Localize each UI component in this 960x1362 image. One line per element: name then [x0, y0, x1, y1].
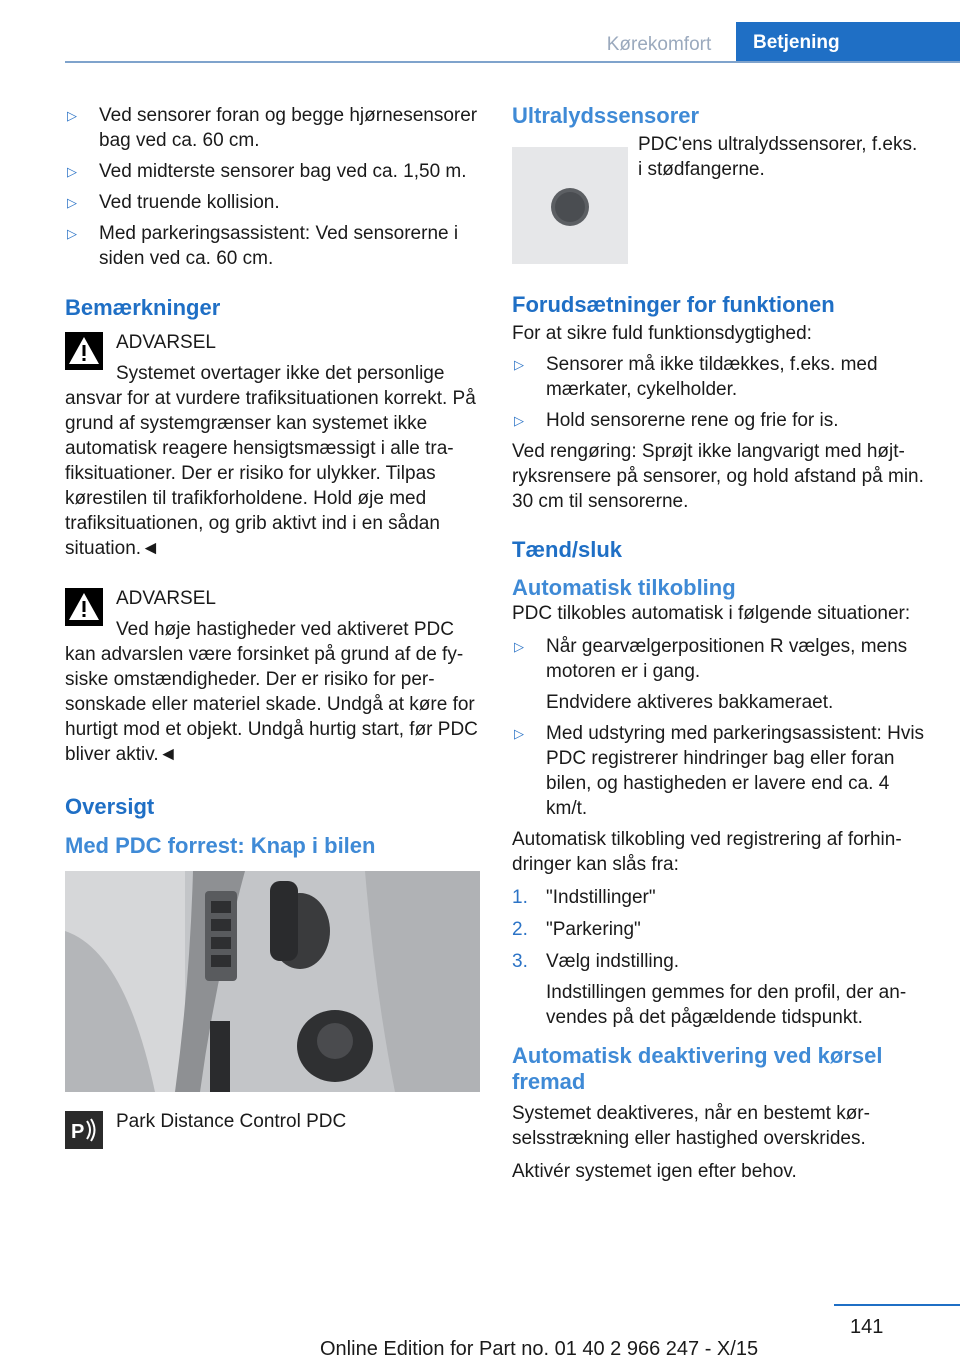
step-item: 1. "Indstillinger" [512, 887, 656, 908]
sensor-caption: PDC'ens ultralydssensorer, f.eks. i stødfangerne. [638, 134, 918, 180]
park-distance-control-icon [65, 1111, 103, 1149]
left-column [65, 103, 480, 1143]
warning-icon [65, 332, 103, 370]
warning-text-first-line: Systemet overtager ikke det personlige [116, 363, 445, 384]
warning-title: ADVARSEL [116, 332, 216, 353]
heading-auto-on: Automatisk tilkobling [512, 575, 736, 600]
pdc-button-caption: Park Distance Control PDC [116, 1111, 347, 1132]
warning-icon [65, 588, 103, 626]
sensor-image [512, 147, 628, 264]
right-column [512, 103, 930, 1184]
heading-auto-off: Automatisk deaktivering ved kørsel fremad [512, 1043, 883, 1094]
tab-koerekomfort[interactable]: Kørekomfort [606, 34, 712, 55]
warning-text-first-line: Ved høje hastigheder ved aktiveret PDC [116, 619, 454, 640]
step-item: 3. Vælg indstilling. [512, 951, 680, 972]
list-item: ▷ Ved truende kollision. [65, 190, 480, 215]
prereq-intro: For at sikre fuld funktionsdygtighed: [512, 323, 812, 344]
auto-on-disable-text: Automatisk tilkobling ved registrering af forhindringer kan slås fra: [512, 829, 902, 875]
cleaning-text: Ved rengøring: Sprøjt ikke langvarigt med højtryksrensere på sensorer, og hold afstand på min. 30 cm til sensorerne. [512, 441, 924, 512]
list-item: ▷ Ved midterste sensorer bag ved ca. 1,50 m. [65, 159, 480, 184]
footer-rule [834, 1304, 960, 1306]
auto-off-reactivate: Aktivér systemet igen efter behov. [512, 1161, 797, 1182]
edition-footer: Online Edition for Part no. 01 40 2 966 247 - X/15 [320, 1338, 759, 1360]
warning-title: ADVARSEL [116, 588, 216, 609]
list-item: ▷ Med parkeringsassistent: Ved sensorerne i siden ved ca. 60 cm. [65, 221, 480, 271]
warning-block-2 [65, 586, 480, 767]
svg-text:P: P [71, 1121, 85, 1143]
list-item: ▷ Når gearvælgerpositionen R vælges, mens motoren er i gang. [512, 634, 930, 684]
heading-prerequisites: Forudsætninger for funktionen [512, 292, 835, 317]
pdc-button-legend [65, 1109, 480, 1143]
header-divider [65, 61, 960, 63]
step-item: 2. "Parkering" [512, 919, 641, 940]
tab-betjening[interactable]: Betjening [736, 22, 960, 63]
list-item-extra: Endvidere aktiveres bakkameraet. [546, 692, 834, 713]
heading-overview: Oversigt [65, 794, 155, 819]
page-number: 141 [850, 1316, 884, 1338]
step-extra: Indstillingen gemmes for den profil, der anvendes på det pågældende tidspunkt. [546, 982, 907, 1028]
list-item: ▷ Ved sensorer foran og begge hjørnesensorer bag ved ca. 60 cm. [65, 103, 480, 153]
heading-on-off: Tænd/sluk [512, 537, 623, 562]
heading-remarks: Bemærkninger [65, 295, 221, 320]
heading-ultrasonic-sensors: Ultralydssensorer [512, 103, 700, 128]
sensor-figure [512, 132, 930, 278]
warning-block-1 [65, 330, 480, 561]
list-item: ▷ Med udstyring med parkeringsassistent: Hvis PDC registrerer hindringer bag eller foran bilen, og hastigheden er lavere end ca. 4 km/t. [512, 721, 930, 821]
warning-text: kan advarslen være forsinket på grund af de fysiske omstændigheder. Der er risiko for personskade eller materiel skade. Undgå at køre for hurtigt mod et objekt. Undgå hurtig start, før PDC bliver aktiv.◄ [65, 644, 478, 765]
list-item: ▷ Hold sensorerne rene og frie for is. [512, 408, 930, 433]
auto-on-intro: PDC tilkobles automatisk i følgende situationer: [512, 603, 911, 624]
list-item: ▷ Sensorer må ikke tildækkes, f.eks. med mærkater, cykelholder. [512, 352, 930, 402]
center-console-photo [65, 871, 480, 1092]
warning-text: ansvar for at vurdere trafiksituationen korrekt. På grund af systemgrænser kan systemet ikke automatisk reagere hensigtsmæssigt i alle trafiksituationer. Der er risiko for ulykker. Tilpas kørestilen til trafikforholdene. Hold øje med trafiksituationen, og grib aktivt ind i en sådan situation.◄ [65, 388, 476, 559]
auto-off-text: Systemet deaktiveres, når en bestemt kørselsstrækning eller hastighed overskrides. [512, 1103, 870, 1149]
heading-pdc-front: Med PDC forrest: Knap i bilen [65, 833, 376, 858]
